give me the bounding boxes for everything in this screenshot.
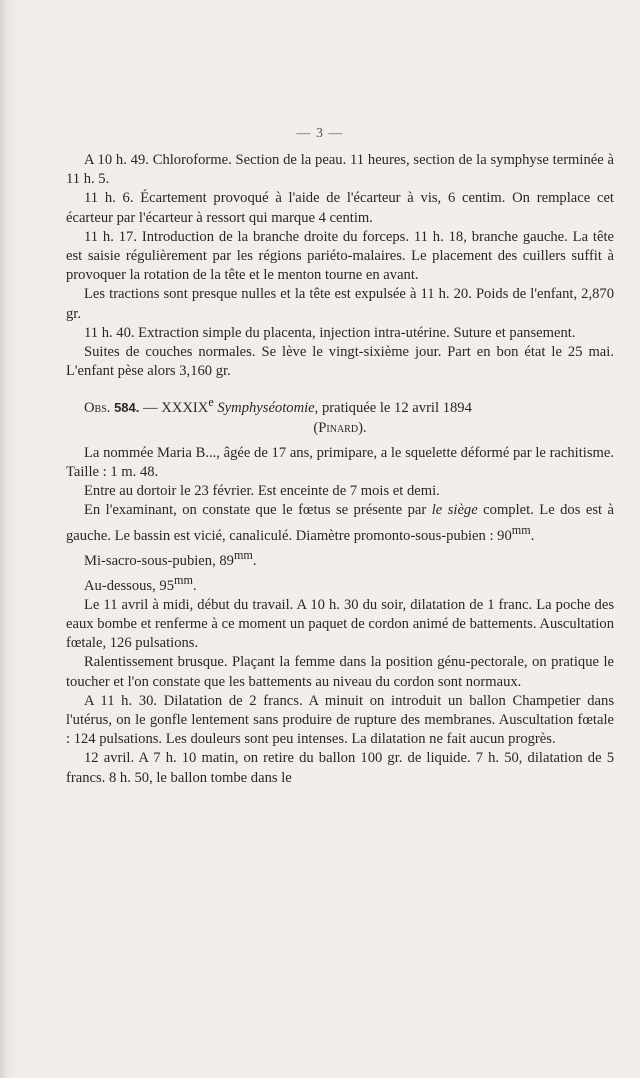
paragraph-text: complet. Le dos est à gauche. Le bassin est vicié, canaliculé. Diamètre promonto-sous-pubien : 90 [66, 502, 615, 544]
paragraph: 11 h. 40. Extraction simple du placenta, injection intra-utérine. Suture et pansement. [84, 324, 576, 341]
paragraph [66, 571, 614, 596]
paragraph-end: . [252, 552, 257, 569]
observation-label: Obs. [84, 400, 111, 417]
paragraph [66, 749, 614, 787]
paragraph-text: Le 11 avril à midi, début du travail. A 10 h. 30 du soir, dilatation de 1 franc. La poche des eaux bombe et renferme à ce moment un paquet de cordon animé de battements. Auscultation fœtale, 126 pulsations. [66, 596, 614, 652]
paragraph: 11 h. 6. Écartement provoqué à l'aide de l'écarteur à vis, 6 centim. On remplace cet écarteur par l'écarteur à ressort qui marque 4 centim. [66, 190, 614, 226]
observation-author: (Pinard). [313, 419, 367, 436]
paragraph-text: La nommée Maria B..., âgée de 17 ans, primipare, a le squelette déformé par le rachitisme. Taille : 1 m. 48. [66, 444, 614, 480]
paragraph-text: A 11 h. 30. Dilatation de 2 francs. A minuit on introduit un ballon Champetier dans l'utérus, on le gonfle lentement sans produire de rupture des membranes. Auscultation fœtale : 124 pulsations. Les douleurs sont peu intenses. La dilatation ne fait aucun progrès. [66, 692, 614, 748]
paragraph-text: 12 avril. A 7 h. 10 matin, on retire du ballon 100 gr. de liquide. 7 h. 50, dilatation de 5 francs. 8 h. 50, le ballon tombe dans le [66, 750, 614, 786]
paragraph [66, 501, 614, 545]
observation-date: , pratiquée le 12 avril 1894 [314, 400, 472, 417]
paragraph [66, 653, 614, 691]
paragraph [66, 444, 614, 482]
page-number: — 3 — [296, 126, 344, 141]
paragraph: Suites de couches normales. Se lève le vingt-sixième jour. Part en bon état le 25 mai. L'enfant pèse alors 3,160 gr. [66, 344, 614, 380]
observation-number: 584. [114, 400, 140, 416]
paragraph-text: Ralentissement brusque. Plaçant la femme dans la position génu-pectorale, on pratique le toucher et l'on constate que les battements au niveau du cordon sont normaux. [66, 654, 614, 690]
observation-dash: — [139, 400, 162, 417]
paragraph-end: . [530, 527, 535, 544]
paragraph-italic: le siège [431, 502, 478, 519]
paragraph: Les tractions sont presque nulles et la tête est expulsée à 11 h. 20. Poids de l'enfant, 2,870 gr. [66, 286, 614, 322]
unit-sup: mm [511, 522, 531, 537]
paragraph-end: . [192, 577, 197, 594]
paragraph [66, 596, 614, 654]
paragraph [66, 482, 614, 501]
page-body [66, 151, 614, 788]
paragraph: A 10 h. 49. Chloroforme. Section de la peau. 11 heures, section de la symphyse terminée à 11 h. 5. [66, 152, 614, 188]
paragraph [66, 692, 614, 750]
unit-sup: mm [233, 547, 253, 562]
observation-title: Symphyséotomie [217, 400, 315, 417]
paragraph: 11 h. 17. Introduction de la branche droite du forceps. 11 h. 18, branche gauche. La tête est saisie régulièrement par les régions pariéto-malaires. Le placement des cuillers suffit à provoquer la rotation de la tête et le menton tourne en avant. [66, 228, 614, 284]
observation-heading [66, 393, 614, 418]
paragraph-text: Au-dessous, 95 [84, 577, 174, 594]
unit-sup: mm [174, 572, 193, 587]
paragraph [66, 546, 614, 571]
observation-roman: XXXIX [161, 400, 209, 417]
observation-roman-sup: e [208, 395, 214, 410]
paragraph-text: Entre au dortoir le 23 février. Est enceinte de 7 mois et demi. [84, 483, 440, 500]
paragraph-text: En l'examinant, on constate que le fœtus se présente par [84, 502, 432, 519]
paragraph-text: Mi-sacro-sous-pubien, 89 [84, 552, 234, 569]
